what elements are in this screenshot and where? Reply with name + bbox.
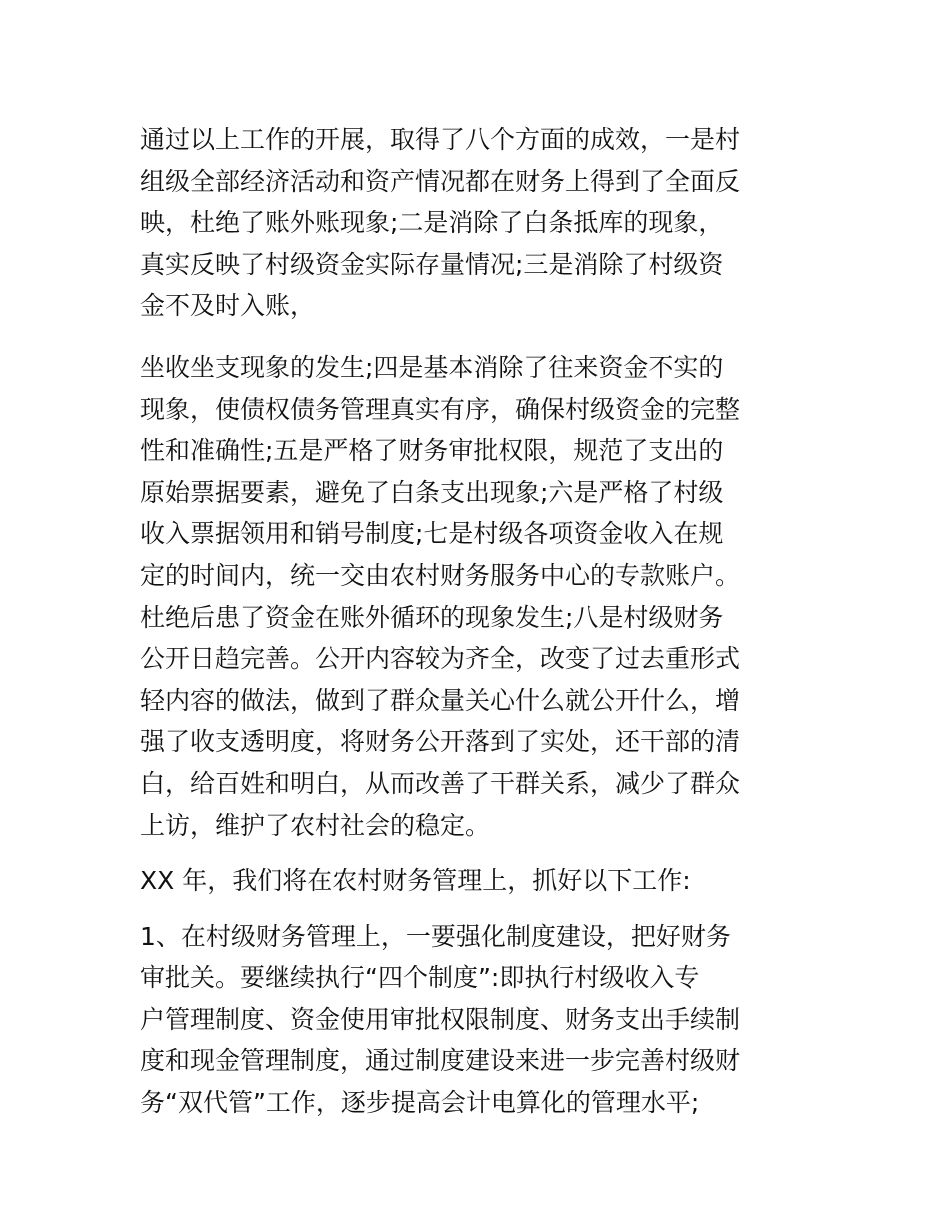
text-line: 户管理制度、资金使用审批权限制度、财务支出手续制 [140, 1004, 741, 1034]
text-line: 通过以上工作的开展，取得了八个方面的成效，一是村 [140, 125, 741, 154]
text-line: 度和现金管理制度，通过制度建设来进一步完善村级财 [140, 1046, 741, 1076]
text-line: 杜绝后患了资金在账外循环的现象发生;八是村级财务 [140, 602, 724, 632]
text-line: 收入票据领用和销号制度;七是村级各项资金收入在规 [140, 519, 724, 549]
text-line: 务“双代管”工作，逐步提高会计电算化的管理水平; [140, 1088, 700, 1118]
text-line: 组级全部经济活动和资产情况都在财务上得到了全面反 [140, 166, 741, 196]
paragraph-results-continued [140, 347, 820, 846]
text-line: 白，给百姓和明白，从而改善了干群关系，减少了群众 [140, 768, 741, 798]
paragraph-spacer [140, 846, 820, 860]
text-line: 审批关。要继续执行“四个制度”:即执行村级收入专 [140, 963, 700, 993]
paragraph-spacer [140, 327, 820, 347]
text-line: 现象，使债权债务管理真实有序，确保村级资金的完整 [140, 394, 741, 424]
text-line: 强了收支透明度，将财务公开落到了实处，还干部的清 [140, 727, 741, 757]
text-line: 轻内容的做法，做到了群众量关心什么就公开什么，增 [140, 685, 741, 715]
text-line: 上访，维护了农村社会的稳定。 [140, 810, 491, 840]
paragraph-results [140, 119, 820, 327]
text-line: 映，杜绝了账外账现象;二是消除了白条抵库的现象， [140, 208, 724, 238]
text-line: 原始票据要素，避免了白条支出现象;六是严格了村级 [140, 477, 724, 507]
text-line: 性和准确性;五是严格了财务审批权限，规范了支出的 [140, 436, 724, 466]
text-line: 真实反映了村级资金实际存量情况;三是消除了村级资 [140, 249, 724, 279]
document-body [140, 119, 820, 1124]
text-line: 公开日趋完善。公开内容较为齐全，改变了过去重形式 [140, 644, 741, 674]
text-line: 定的时间内，统一交由农村财务服务中心的专款账户。 [140, 560, 741, 590]
text-line: 1、在村级财务管理上，一要强化制度建设，把好财务 [140, 921, 731, 951]
paragraph-item-1 [140, 916, 820, 1124]
text-line: 坐收坐支现象的发生;四是基本消除了往来资金不实的 [140, 352, 724, 382]
paragraph-next-year-plan [140, 860, 820, 902]
text-line: XX 年，我们将在农村财务管理上，抓好以下工作: [140, 866, 691, 896]
text-line: 金不及时入账， [140, 291, 316, 321]
paragraph-spacer [140, 902, 820, 916]
